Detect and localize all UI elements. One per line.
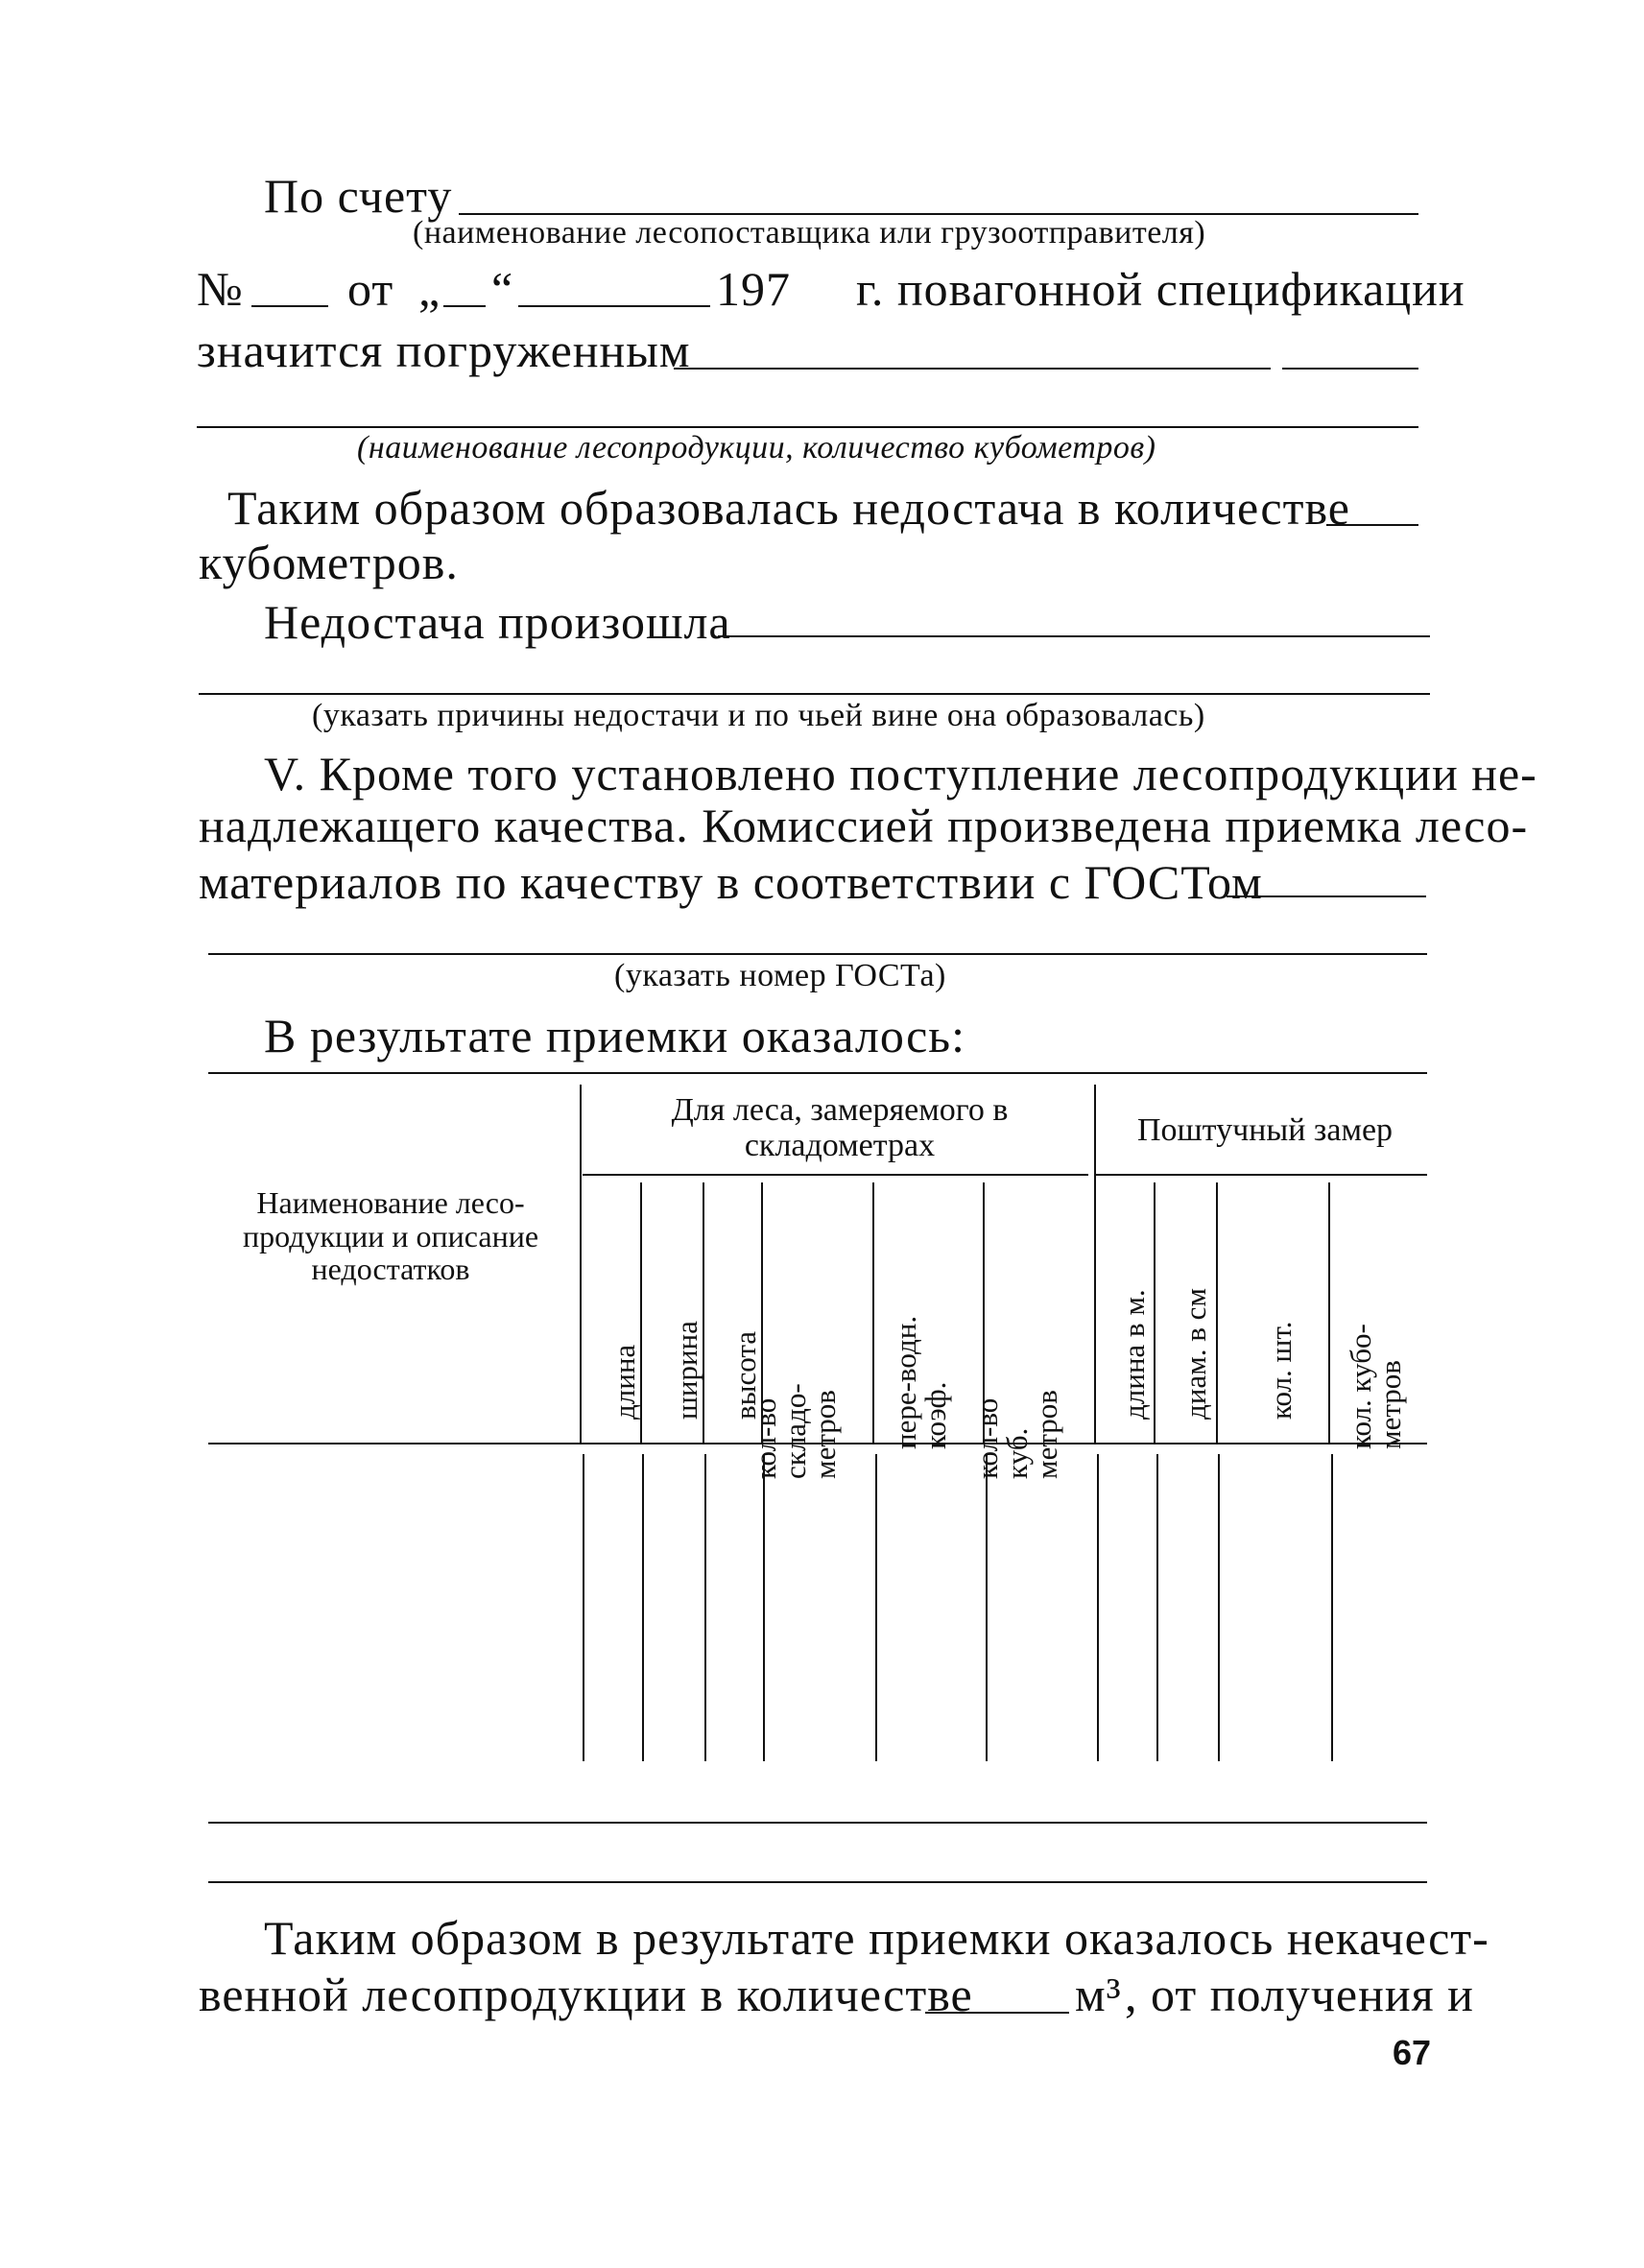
shortage-text-2: кубометров. [199,536,459,589]
loaded-label: значится погруженным [197,323,691,377]
body-col-divider [1218,1454,1220,1761]
ot-label: от [347,262,394,316]
table-blank-line-1[interactable] [208,1822,1427,1824]
loaded-blank-1[interactable] [674,368,1271,370]
col-divider-main [580,1085,582,1443]
col-pieces: кол. шт. [1264,1321,1298,1420]
body-col-divider [642,1454,644,1761]
page-number: 67 [1393,2033,1432,2072]
table-top-rule [208,1072,1427,1074]
gost-caption: (указать номер ГОСТа) [614,958,946,993]
group2-rule [1096,1174,1427,1176]
body-col-divider [704,1454,706,1761]
col-diameter-cm: диам. в см [1179,1287,1212,1420]
group1-header: Для леса, замеряемого в складометрах [671,1092,1009,1163]
defect-volume-blank[interactable] [925,2012,1069,2014]
col-length: длина [608,1344,641,1420]
final-line-1: Таким образом в результате приемки оказалось некачест- [264,1911,1489,1965]
body-col-divider [763,1454,765,1761]
loaded-blank-3[interactable] [197,426,1418,428]
body-col-divider [1156,1454,1158,1761]
po-schetu-label: По счету [264,169,453,223]
number-blank[interactable] [251,305,328,307]
col-width: ширина [670,1321,703,1420]
quote-open: „ [418,262,441,316]
occurred-blank-2[interactable] [199,693,1430,695]
col-height: высота [728,1330,762,1420]
final-line-2a: венной лесопродукции в количестве [199,1968,973,2021]
col-divider [1216,1182,1218,1443]
col-stacked-meters: кол-во складо-метров [749,1383,842,1479]
col-divider [1328,1182,1330,1443]
section5-line1: V. Кроме того установлено поступление лесопродукции не- [264,747,1537,800]
day-blank[interactable] [443,305,486,307]
section5-line3: материалов по качеству в соответствии с ГОСТом [199,855,1263,909]
body-col-divider [1097,1454,1099,1761]
occurred-caption: (указать причины недостачи и по чьей вине она образовалась) [312,698,1205,733]
shortage-amount-blank[interactable] [1326,524,1418,526]
final-line-2b: , от получения и [1125,1968,1474,2021]
body-col-divider [986,1454,988,1761]
col-cubic-meters: кол-во куб. метров [970,1390,1063,1479]
quote-close: “ [491,262,514,316]
loaded-caption: (наименование лесопродукции, количество кубометров) [357,430,1156,466]
name-column-header: Наименование лесо-продукции и описание недостатков [242,1185,539,1287]
occurred-label: Недостача произошла [264,595,731,649]
body-col-divider [1331,1454,1333,1761]
body-col-divider [875,1454,877,1761]
occurred-blank-1[interactable] [718,635,1430,637]
group2-header: Поштучный замер [1136,1112,1394,1148]
supplier-caption: (наименование лесопоставщика или грузоотправителя) [413,215,1206,251]
col-divider [872,1182,874,1443]
col-cubic-meters-count: кол. кубо-метров [1344,1324,1407,1449]
gost-blank-1[interactable] [1227,895,1426,897]
loaded-blank-2[interactable] [1282,368,1418,370]
group1-rule [583,1174,1088,1176]
body-col-divider [583,1454,584,1761]
col-length-m: длина в м. [1117,1289,1151,1420]
number-sign: № [197,262,244,316]
shortage-text-1: Таким образом образовалась недостача в количестве [227,481,1350,535]
month-blank[interactable] [518,305,710,307]
year-prefix: 197 [716,262,791,316]
col-divider-group [1094,1085,1096,1443]
table-blank-line-2[interactable] [208,1881,1427,1883]
col-conversion-coef: пере-водн. коэф. [889,1315,952,1449]
result-label: В результате приемки оказалось: [264,1009,965,1062]
gost-blank-2[interactable] [208,953,1427,955]
specification-text: г. повагонной спецификации [856,262,1465,316]
section5-line2: надлежащего качества. Комиссией произведена приемка лесо- [199,799,1529,852]
cubic-meter-unit: м³ [1075,1968,1122,2021]
col-divider [1154,1182,1156,1443]
